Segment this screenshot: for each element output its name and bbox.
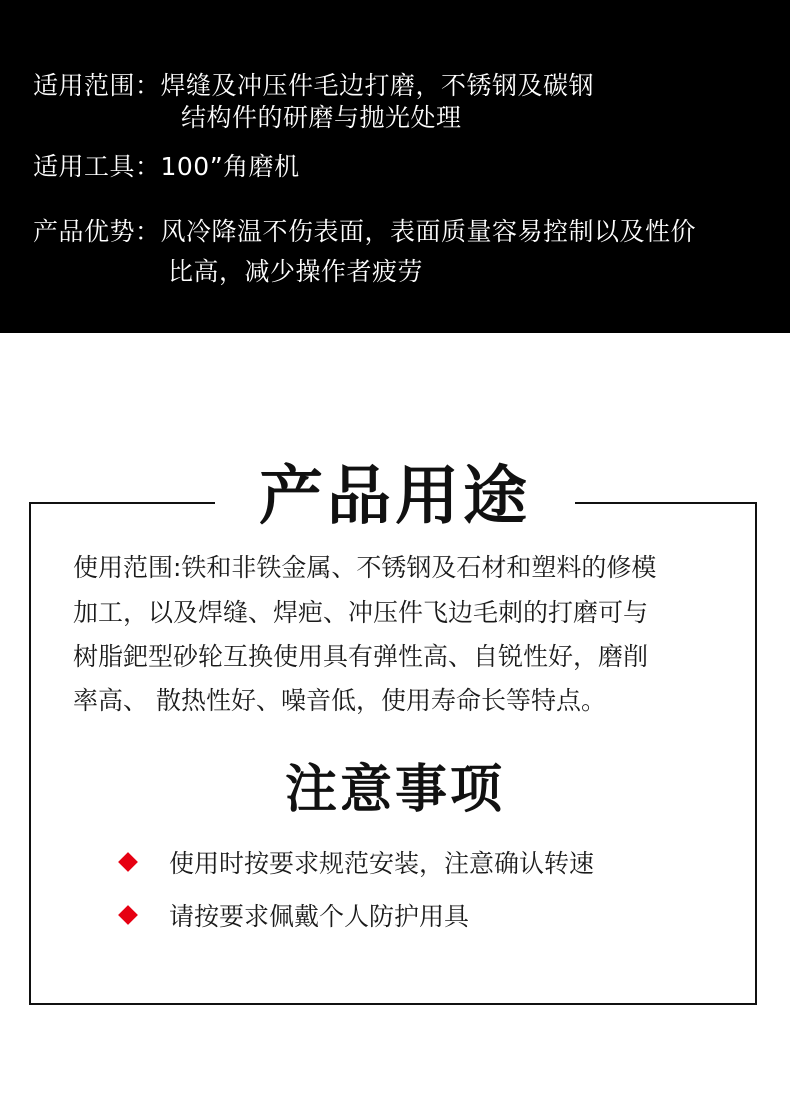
advantage-line-1: 产品优势：风冷降温不伤表面，表面质量容易控制以及性价 [33, 217, 697, 246]
spec-panel [0, 0, 790, 333]
usage-line-2: 加工，以及焊缝、焊疤、冲压件飞边毛刺的打磨可与 [73, 598, 649, 627]
note-item-1 [116, 847, 676, 881]
red-diamond-icon [118, 905, 138, 925]
usage-line-1: 使用范围:铁和非铁金属、不锈钢及石材和塑料的修模 [73, 553, 657, 582]
usage-line-4: 率高、 散热性好、噪音低，使用寿命长等特点。 [73, 686, 606, 715]
scope-line-2: 结构件的研磨与抛光处理 [181, 103, 462, 132]
note-text: 使用时按要求规范安装，注意确认转速 [169, 849, 595, 878]
usage-title: 产品用途 [215, 452, 575, 542]
note-text: 请按要求佩戴个人防护用具 [169, 902, 470, 931]
tool-line: 适用工具：100”角磨机 [33, 152, 300, 181]
notes-title: 注意事项 [284, 760, 505, 820]
scope-line-1: 适用范围：焊缝及冲压件毛边打磨，不锈钢及碳钢 [33, 71, 595, 100]
usage-line-3: 树脂鈀型砂轮互换使用具有弹性高、自锐性好，磨削 [73, 642, 649, 671]
note-item-2 [116, 900, 676, 934]
red-diamond-icon [118, 852, 138, 872]
advantage-line-2: 比高，减少操作者疲劳 [168, 257, 424, 286]
